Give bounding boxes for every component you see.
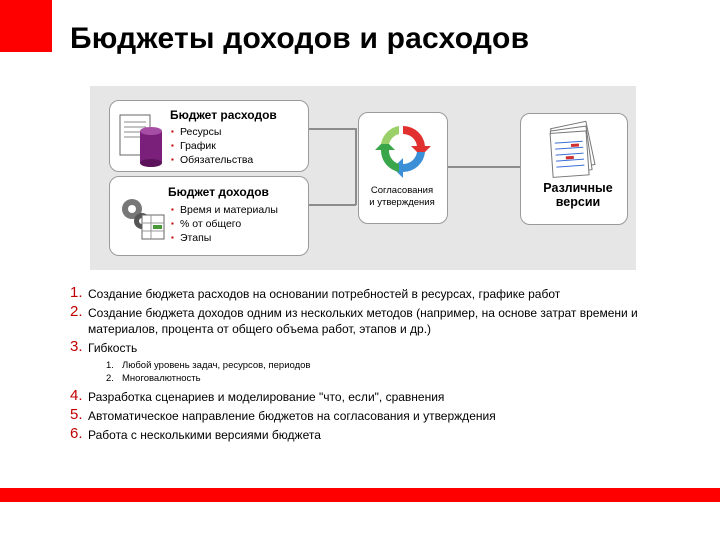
- list-item: ▪ Время и материалы: [171, 203, 278, 217]
- list-number: 3.: [70, 338, 83, 355]
- sub-list-item: [70, 372, 710, 385]
- list-number: 4.: [70, 387, 83, 404]
- sub-list-item: [70, 359, 710, 372]
- list-item-text: Создание бюджета расходов на основании потребностей в ресурсах, графике работ: [88, 287, 561, 301]
- list-item: [70, 427, 710, 443]
- list-item: [70, 389, 710, 405]
- connector-line: [306, 204, 356, 206]
- approval-label: [358, 185, 446, 209]
- versions-label: [530, 181, 626, 209]
- list-item: [70, 408, 710, 424]
- list-item: [70, 340, 710, 356]
- list-number: 2.: [70, 303, 83, 320]
- list-number: 5.: [70, 406, 83, 423]
- connector-line: [448, 166, 520, 168]
- list-number: 1.: [70, 284, 83, 301]
- list-item-text: Разработка сценариев и моделирование "что, если", сравнения: [88, 390, 445, 404]
- feature-list: [70, 286, 710, 443]
- connector-line: [306, 128, 356, 130]
- connector-line: [355, 128, 357, 205]
- list-item: ▪ График: [171, 139, 253, 153]
- list-item: [70, 286, 710, 302]
- list-item-text: Работа с несколькими версиями бюджета: [88, 428, 321, 442]
- gears-table-icon: [118, 193, 168, 243]
- approval-label-text: Согласования и утверждения: [369, 185, 435, 208]
- cycle-arrows-icon: [373, 120, 433, 178]
- list-item: ▪ Этапы: [171, 231, 278, 245]
- list-item-text: Автоматическое направление бюджетов на согласования и утверждения: [88, 409, 496, 423]
- list-item-text: Гибкость: [88, 341, 138, 355]
- sub-list-item-text: Многовалютность: [122, 373, 201, 384]
- list-item: ▪ Обязательства: [171, 153, 253, 167]
- bottom-accent-bar: [0, 488, 720, 502]
- income-budget-panel: [109, 176, 309, 256]
- list-item: ▪ % от общего: [171, 217, 278, 231]
- income-budget-bullets: [171, 203, 278, 245]
- list-number: 2.: [106, 373, 114, 384]
- expense-budget-panel: [109, 100, 309, 172]
- page-title: Бюджеты доходов и расходов: [70, 22, 530, 55]
- database-document-icon: [116, 111, 168, 167]
- versions-label-text: Различные версии: [543, 181, 613, 209]
- stacked-sheets-icon: [548, 120, 602, 180]
- list-item: [70, 305, 710, 337]
- expense-budget-title: Бюджет расходов: [170, 108, 277, 122]
- list-item-text: Создание бюджета доходов одним из нескольких методов (например, на основе затрат времени и материалов, процента от общего объема работ, этапов и др.): [88, 306, 638, 336]
- list-number: 1.: [106, 360, 114, 371]
- sub-list-item-text: Любой уровень задач, ресурсов, периодов: [122, 360, 311, 371]
- list-number: 6.: [70, 425, 83, 442]
- expense-budget-bullets: [171, 125, 253, 167]
- list-item: ▪ Ресурсы: [171, 125, 253, 139]
- corner-accent: [0, 0, 52, 52]
- income-budget-title: Бюджет доходов: [168, 185, 269, 199]
